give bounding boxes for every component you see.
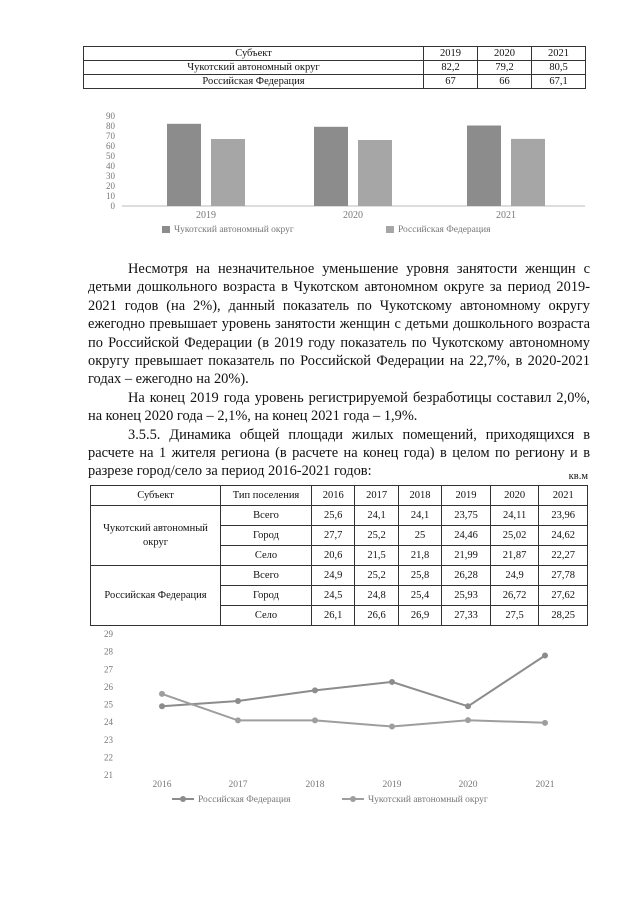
body-text xyxy=(88,260,590,481)
header-cell: Тип поселения xyxy=(221,486,312,506)
table-cell: 22,27 xyxy=(539,546,588,566)
table-cell: 24,8 xyxy=(355,586,398,606)
table-cell: Село xyxy=(221,546,312,566)
table-cell: 23,75 xyxy=(442,506,491,526)
unit-label: кв.м xyxy=(568,471,588,482)
y-tick-label: 50 xyxy=(106,151,115,161)
table-cell: 67,1 xyxy=(532,75,586,89)
series-line xyxy=(162,656,545,707)
table-cell: 21,99 xyxy=(442,546,491,566)
table-cell: 24,5 xyxy=(312,586,355,606)
legend-swatch xyxy=(386,226,394,233)
data-point xyxy=(542,653,548,659)
table-cell: Город xyxy=(221,526,312,546)
data-point xyxy=(465,717,471,723)
x-tick-label: 2021 xyxy=(535,780,555,790)
table-cell: 24,9 xyxy=(490,566,539,586)
table-row xyxy=(84,61,586,75)
header-cell: 2021 xyxy=(532,47,586,61)
table-cell: 80,5 xyxy=(532,61,586,75)
paragraph: Несмотря на незначительное уменьшение уровня занятости женщин с детьми дошкольного возраста в Чукотском автономном округе за период 2019-2021 годов (на 2%), данный показатель по Чукотскому автономному округу ежегодно превышает уровень занятости женщин с детьми дошкольного возраста по Российской Федерации (в 2019 году показатель по Чукотскому автономному округу превышает показатель по Российской Федерации на 22,7%, в 2020-2021 годах – ежегодно на 20%). xyxy=(88,261,590,388)
table-cell: 82,2 xyxy=(424,61,478,75)
table-cell: 27,5 xyxy=(490,606,539,626)
paragraph: 3.5.5. Динамика общей площади жилых помещений, приходящихся в расчете на 1 жителя региона (в расчете на конец года) в целом по региону и в разрезе город/село за период 2016-2021 годов: xyxy=(88,426,590,480)
x-tick-label: 2020 xyxy=(458,780,478,790)
table-cell: 26,28 xyxy=(442,566,491,586)
table-cell: 25 xyxy=(398,526,441,546)
y-tick-label: 60 xyxy=(106,141,115,151)
table-cell: 26,6 xyxy=(355,606,398,626)
bar xyxy=(511,139,545,206)
data-point xyxy=(159,703,165,709)
table-cell: 25,6 xyxy=(312,506,355,526)
subject-cell: Чукотский автономный округ xyxy=(91,506,221,566)
header-cell: 2021 xyxy=(539,486,588,506)
x-tick-label: 2021 xyxy=(496,210,516,221)
table-cell: 66 xyxy=(478,75,532,89)
table-cell: 27,62 xyxy=(539,586,588,606)
employment-bar-chart xyxy=(0,108,640,244)
y-tick-label: 10 xyxy=(106,191,115,201)
x-tick-label: 2017 xyxy=(228,780,248,790)
legend-swatch xyxy=(350,796,356,802)
bar xyxy=(358,140,392,206)
bar xyxy=(211,139,245,206)
data-point xyxy=(235,717,241,723)
series-line xyxy=(162,694,545,727)
y-tick-label: 24 xyxy=(104,717,113,728)
legend-label: Российская Федерация xyxy=(198,795,291,805)
legend-label: Российская Федерация xyxy=(398,225,491,235)
table-cell: 21,87 xyxy=(490,546,539,566)
y-tick-label: 27 xyxy=(104,664,113,675)
table-cell: 26,72 xyxy=(490,586,539,606)
y-tick-label: 21 xyxy=(104,770,113,780)
table-cell: Город xyxy=(221,586,312,606)
x-tick-label: 2019 xyxy=(196,210,216,221)
table-cell: 25,93 xyxy=(442,586,491,606)
header-cell: 2017 xyxy=(355,486,398,506)
y-tick-label: 70 xyxy=(106,131,115,141)
table-cell: 25,02 xyxy=(490,526,539,546)
y-tick-label: 20 xyxy=(106,181,115,191)
table-cell: Всего xyxy=(221,506,312,526)
table-cell: 67 xyxy=(424,75,478,89)
x-tick-label: 2016 xyxy=(152,780,172,790)
table-cell: 21,5 xyxy=(355,546,398,566)
bar xyxy=(314,127,348,206)
legend-label: Чукотский автономный округ xyxy=(174,225,294,235)
table-cell: 24,1 xyxy=(355,506,398,526)
housing-area-line-chart xyxy=(0,626,640,812)
table-cell: Всего xyxy=(221,566,312,586)
data-point xyxy=(389,724,395,730)
header-cell: 2018 xyxy=(398,486,441,506)
data-point xyxy=(159,691,165,697)
header-cell: 2019 xyxy=(424,47,478,61)
bar xyxy=(167,124,201,206)
data-point xyxy=(465,703,471,709)
y-tick-label: 30 xyxy=(106,171,115,181)
table-row xyxy=(91,506,588,526)
y-tick-label: 23 xyxy=(104,734,113,745)
y-tick-label: 40 xyxy=(106,161,115,171)
table-cell: 20,6 xyxy=(312,546,355,566)
y-tick-label: 0 xyxy=(110,201,115,211)
header-cell: Субъект xyxy=(91,486,221,506)
table-cell: 25,2 xyxy=(355,566,398,586)
table-cell: 26,9 xyxy=(398,606,441,626)
header-cell: 2019 xyxy=(442,486,491,506)
table-cell: Чукотский автономный округ xyxy=(84,61,424,75)
data-point xyxy=(542,720,548,726)
table-row xyxy=(84,75,586,89)
table-cell: 21,8 xyxy=(398,546,441,566)
table-header-row xyxy=(84,47,586,61)
table-cell: 25,8 xyxy=(398,566,441,586)
data-point xyxy=(312,687,318,693)
table-cell: 24,1 xyxy=(398,506,441,526)
data-point xyxy=(312,717,318,723)
table-cell: 23,96 xyxy=(539,506,588,526)
header-cell: Субъект xyxy=(84,47,424,61)
legend-swatch xyxy=(180,796,186,802)
bar xyxy=(467,126,501,207)
housing-area-table xyxy=(90,485,588,626)
table-cell: Село xyxy=(221,606,312,626)
x-tick-label: 2020 xyxy=(343,210,363,221)
table-cell: 25,2 xyxy=(355,526,398,546)
subject-cell: Российская Федерация xyxy=(91,566,221,626)
table-cell: 79,2 xyxy=(478,61,532,75)
table-header-row xyxy=(91,486,588,506)
table-cell: Российская Федерация xyxy=(84,75,424,89)
legend-swatch xyxy=(162,226,170,233)
employment-table xyxy=(83,46,586,89)
table-row xyxy=(91,566,588,586)
x-tick-label: 2019 xyxy=(382,780,402,790)
table-cell: 26,1 xyxy=(312,606,355,626)
table-cell: 27,33 xyxy=(442,606,491,626)
legend-label: Чукотский автономный округ xyxy=(368,795,488,805)
y-tick-label: 28 xyxy=(104,646,113,657)
x-tick-label: 2018 xyxy=(305,780,325,790)
y-tick-label: 80 xyxy=(106,121,115,131)
table-cell: 27,7 xyxy=(312,526,355,546)
table-cell: 24,46 xyxy=(442,526,491,546)
table-cell: 24,11 xyxy=(490,506,539,526)
data-point xyxy=(389,679,395,685)
data-point xyxy=(235,698,241,704)
table-cell: 25,4 xyxy=(398,586,441,606)
y-tick-label: 29 xyxy=(104,629,113,639)
y-tick-label: 90 xyxy=(106,111,115,121)
table-cell: 24,62 xyxy=(539,526,588,546)
y-tick-label: 26 xyxy=(104,681,113,692)
paragraph: На конец 2019 года уровень регистрируемой безработицы составил 2,0%, на конец 2020 года – 2,1%, на конец 2021 года – 1,9%. xyxy=(88,389,590,425)
table-cell: 27,78 xyxy=(539,566,588,586)
header-cell: 2020 xyxy=(490,486,539,506)
y-tick-label: 25 xyxy=(104,699,113,710)
header-cell: 2020 xyxy=(478,47,532,61)
table-cell: 24,9 xyxy=(312,566,355,586)
table-cell: 28,25 xyxy=(539,606,588,626)
header-cell: 2016 xyxy=(312,486,355,506)
y-tick-label: 22 xyxy=(104,752,113,763)
